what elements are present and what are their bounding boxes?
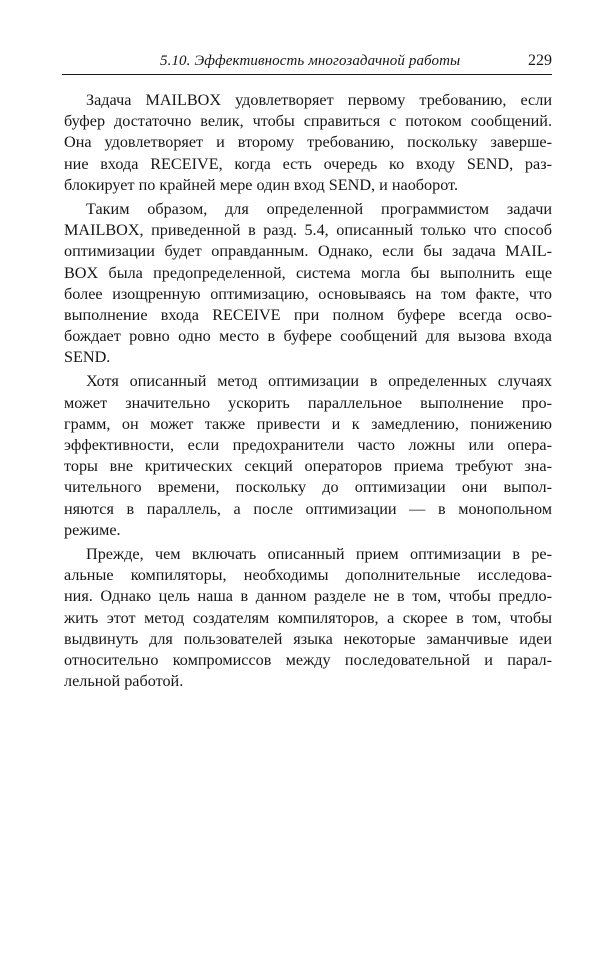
- text-line: Она удовлетворяет и второму требованию, поскольку заверше-: [64, 133, 552, 152]
- text-line: более изощренную оптимизацию, основываясь на том факте, что: [64, 284, 552, 303]
- text-line: Таким образом, для определенной программистом задачи: [86, 199, 552, 218]
- text-line: эффективности, если предохранители часто ложны или опера-: [64, 436, 552, 454]
- text-line: MAILBOX, приведенной в разд. 5.4, описанный только что способ: [64, 221, 552, 240]
- text-line: Задача MAILBOX удовлетворяет первому требованию, если: [86, 91, 552, 109]
- paragraph-2: [64, 199, 552, 369]
- text-line: буфер достаточно велик, чтобы справиться с потоком сообщений.: [64, 112, 552, 131]
- text-line: торы вне критических секций операторов приема требуют зна-: [64, 457, 552, 476]
- running-header: [62, 50, 552, 75]
- text-line: относительно компромиссов между последовательной и парал-: [64, 650, 552, 669]
- text-line: бождает ровно одно место в буфере сообщений для вызова входа: [64, 327, 552, 346]
- text-line: режиме.: [64, 520, 121, 539]
- text-line: BOX была предопределенной, система могла бы выполнить еще: [64, 263, 552, 282]
- text-line: оптимизации будет оправданным. Однако, если бы задача MAIL-: [64, 242, 552, 261]
- text-line: блокирует по крайней мере один вход SEND, и наоборот.: [64, 175, 459, 194]
- text-line: выполнение входа RECEIVE при полном буфере всегда осво-: [64, 305, 552, 324]
- paragraph-1: [64, 90, 552, 196]
- section-title: 5.10. Эффективность многозадачной работы: [160, 53, 461, 69]
- text-line: Прежде, чем включать описанный прием оптимизации в ре-: [86, 544, 552, 563]
- text-line: чительного времени, поскольку до оптимизации они выпол-: [64, 478, 552, 497]
- page-number: 229: [528, 52, 552, 69]
- text-line: ния. Однако цель наша в данном разделе не в том, чтобы предло-: [64, 587, 552, 606]
- paragraph-4: [64, 544, 552, 692]
- text-line: может значительно ускорить параллельное выполнение про-: [64, 393, 552, 412]
- text-line: грамм, он может также привести и к замедлению, понижению: [64, 414, 552, 433]
- text-line: SEND.: [64, 348, 111, 367]
- text-line: альные компиляторы, необходимы дополнительные исследова-: [64, 566, 552, 585]
- text-line: выдвинуть для пользователей языка некоторые заманчивые идеи: [64, 629, 552, 648]
- text-line: няются в параллель, а после оптимизации — в монопольном: [64, 499, 552, 518]
- text-line: ние входа RECEIVE, когда есть очередь ко входу SEND, раз-: [64, 154, 552, 173]
- body-text: [64, 90, 552, 695]
- text-line: Хотя описанный метод оптимизации в определенных случаях: [86, 372, 552, 391]
- paragraph-3: [64, 371, 552, 541]
- text-line: лельной работой.: [64, 672, 184, 691]
- text-line: жить этот метод создателям компиляторов, а скорее в том, чтобы: [64, 608, 552, 627]
